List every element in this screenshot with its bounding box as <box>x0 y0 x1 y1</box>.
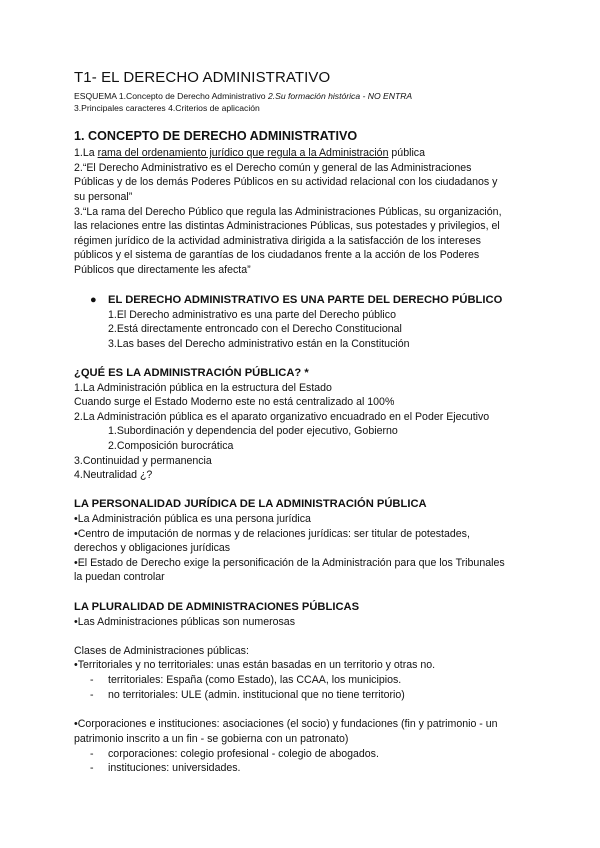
dash-marker: - <box>90 748 94 760</box>
definition-1 <box>74 147 425 160</box>
list-item: no territoriales: ULE (admin. institucional que no tiene territorio) <box>108 689 405 701</box>
dash-marker: - <box>90 674 94 686</box>
paragraph-line: la puedan controlar <box>74 571 165 583</box>
list-item: territoriales: España (como Estado), las CCAA, los municipios. <box>108 674 402 686</box>
paragraph-line: Clases de Administraciones públicas: <box>74 645 249 657</box>
definition-3-line: 3.“La rama del Derecho Público que regula las Administraciones Públicas, su organización, <box>74 206 502 218</box>
dash-marker: - <box>90 762 94 774</box>
paragraph-line: •Las Administraciones públicas son numerosas <box>74 616 295 628</box>
definition-1-underlined: rama del ordenamiento jurídico que regula a la Administración <box>97 147 389 159</box>
list-item: 2.Está directamente entroncado con el Derecho Constitucional <box>108 323 402 335</box>
paragraph-line: 1.La Administración pública en la estructura del Estado <box>74 382 332 394</box>
list-item: 2.Composición burocrática <box>108 440 234 452</box>
dash-marker: - <box>90 689 94 701</box>
paragraph-line: •Corporaciones e instituciones: asociaciones (el socio) y fundaciones (fin y patrimonio - un <box>74 718 498 730</box>
definition-3-line: públicos y el sistema de garantías de los ciudadanos frente a la acción de los Poderes <box>74 249 480 261</box>
definition-2-line: Públicas y de los demás Poderes Públicos en su actividad relacional con los ciudadanos y <box>74 176 498 188</box>
outline-text: ESQUEMA 1.Concepto de Derecho Administrativo <box>74 91 268 101</box>
paragraph-line: 4.Neutralidad ¿? <box>74 469 153 481</box>
paragraph-line: 2.La Administración pública es el aparato organizativo encuadrado en el Poder Ejecutivo <box>74 411 490 423</box>
list-item: corporaciones: colegio profesional - colegio de abogados. <box>108 748 379 760</box>
paragraph-line: derechos y obligaciones jurídicas <box>74 542 231 554</box>
section-heading-plurality: LA PLURALIDAD DE ADMINISTRACIONES PÚBLICAS <box>74 601 360 613</box>
definition-3-line: las relaciones entre las distintas Administraciones Públicas, sus potestades y privilegios, el <box>74 220 500 232</box>
definition-2-line: 2.“El Derecho Administrativo es el Derecho común y general de las Administraciones <box>74 162 472 174</box>
definition-1-prefix: 1.La <box>74 147 98 159</box>
paragraph-line: 3.Continuidad y permanencia <box>74 455 212 467</box>
section-heading-legal-personality: LA PERSONALIDAD JURÍDICA DE LA ADMINISTRACIÓN PÚBLICA <box>74 498 427 510</box>
list-item: 3.Las bases del Derecho administrativo están en la Constitución <box>108 338 410 350</box>
definition-2-line: su personal” <box>74 191 133 203</box>
paragraph-line: •Centro de imputación de normas y de relaciones jurídicas: ser titular de potestades, <box>74 528 470 540</box>
outline-line-2: 3.Principales caracteres 4.Criterios de aplicación <box>74 103 260 113</box>
outline-excluded-text: 2.Su formación histórica - NO ENTRA <box>267 91 413 101</box>
section-heading-public-law: EL DERECHO ADMINISTRATIVO ES UNA PARTE DEL DERECHO PÚBLICO <box>108 294 503 306</box>
list-item: 1.El Derecho administrativo es una parte del Derecho público <box>108 309 396 321</box>
definition-1-suffix: pública <box>388 147 425 159</box>
paragraph-line: Cuando surge el Estado Moderno este no está centralizado al 100% <box>74 396 395 408</box>
paragraph-line: •Territoriales y no territoriales: unas están basadas en un territorio y otras no. <box>74 659 436 671</box>
section-heading-what-is: ¿QUÉ ES LA ADMINISTRACIÓN PÚBLICA? * <box>74 367 309 379</box>
paragraph-line: •La Administración pública es una persona jurídica <box>74 513 311 525</box>
bullet-icon: ● <box>90 294 97 306</box>
definition-3-line: Públicos que directamente les afecta” <box>74 264 251 276</box>
paragraph-line: patrimonio inscrito a un fin - se gobierna con un patronato) <box>74 733 349 745</box>
list-item: instituciones: universidades. <box>108 762 241 774</box>
list-item: 1.Subordinación y dependencia del poder ejecutivo, Gobierno <box>108 425 398 437</box>
paragraph-line: •El Estado de Derecho exige la personificación de la Administración para que los Tribunales <box>74 557 505 569</box>
definition-3-line: régimen jurídico de la actividad administrativa dirigida a la satisfacción de los intereses <box>74 235 481 247</box>
document-title: T1- EL DERECHO ADMINISTRATIVO <box>74 69 331 86</box>
section-heading-concept: 1. CONCEPTO DE DERECHO ADMINISTRATIVO <box>74 129 358 143</box>
